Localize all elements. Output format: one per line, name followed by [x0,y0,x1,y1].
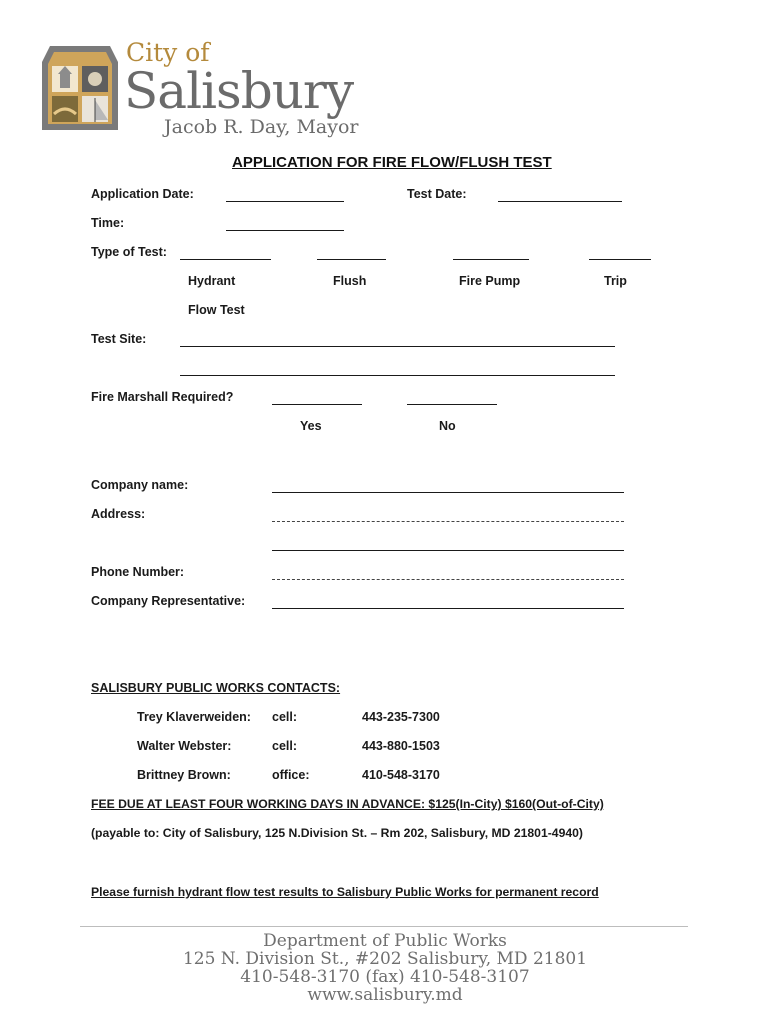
application-date-field[interactable] [226,201,344,202]
trip-option-label: Trip [604,274,627,288]
form-title: APPLICATION FOR FIRE FLOW/FLUSH TEST [232,154,552,171]
address-field-1[interactable] [272,521,624,522]
test-site-field-1[interactable] [180,346,615,347]
type-of-test-label: Type of Test: [91,245,167,259]
fee-notice: FEE DUE AT LEAST FOUR WORKING DAYS IN ADVANCE: $125(In-City) $160(Out-of-City) [91,797,604,811]
contact-name: Brittney Brown: [137,768,231,782]
company-representative-label: Company Representative: [91,594,246,608]
address-label: Address: [91,507,146,521]
logo-mayor: Jacob R. Day, Mayor [164,116,359,138]
contact-phone: 443-880-1503 [362,739,440,753]
company-name-field[interactable] [272,492,624,493]
trip-checkbox-line[interactable] [589,259,651,260]
contact-phone: 410-548-3170 [362,768,440,782]
contact-phone: 443-235-7300 [362,710,440,724]
company-name-label: Company name: [91,478,189,492]
hydrant-option-label: Hydrant [188,274,236,288]
phone-number-field[interactable] [272,579,624,580]
fire-marshall-yes-line[interactable] [272,404,362,405]
flush-option-label: Flush [333,274,367,288]
yes-label: Yes [300,419,322,433]
fire-pump-checkbox-line[interactable] [453,259,529,260]
address-field-2[interactable] [272,550,624,551]
flow-test-option-label: Flow Test [188,303,245,317]
contact-name: Trey Klaverweiden: [137,710,251,724]
hydrant-checkbox-line[interactable] [180,259,271,260]
payable-to: (payable to: City of Salisbury, 125 N.Division St. – Rm 202, Salisbury, MD 21801-4940) [91,826,583,840]
results-note: Please furnish hydrant flow test results to Salisbury Public Works for permanent record [91,885,599,899]
no-label: No [439,419,456,433]
city-logo [40,40,380,140]
company-representative-field[interactable] [272,608,624,609]
time-field[interactable] [226,230,344,231]
test-site-field-2[interactable] [180,375,615,376]
logo-city-of: City of [126,38,210,67]
application-date-label: Application Date: [91,187,194,201]
phone-number-label: Phone Number: [91,565,185,579]
test-site-label: Test Site: [91,332,147,346]
contact-type: cell: [272,710,298,724]
flush-checkbox-line[interactable] [317,259,386,260]
contact-name: Walter Webster: [137,739,232,753]
footer-department: Department of Public Works [263,931,507,951]
footer-phones: 410-548-3170 (fax) 410-548-3107 [240,967,530,987]
fire-pump-option-label: Fire Pump [459,274,521,288]
test-date-label: Test Date: [407,187,467,201]
fire-marshall-label: Fire Marshall Required? [91,390,234,404]
fire-marshall-no-line[interactable] [407,404,497,405]
footer-address: 125 N. Division St., #202 Salisbury, MD 21801 [182,949,588,969]
contact-type: cell: [272,739,298,753]
footer-divider [80,926,688,927]
test-date-field[interactable] [498,201,622,202]
time-label: Time: [91,216,125,230]
contact-type: office: [272,768,310,782]
contacts-heading: SALISBURY PUBLIC WORKS CONTACTS: [91,681,341,695]
footer-website[interactable]: www.salisbury.md [307,985,463,1005]
logo-salisbury: Salisbury [124,62,354,120]
city-seal-icon [40,42,120,134]
